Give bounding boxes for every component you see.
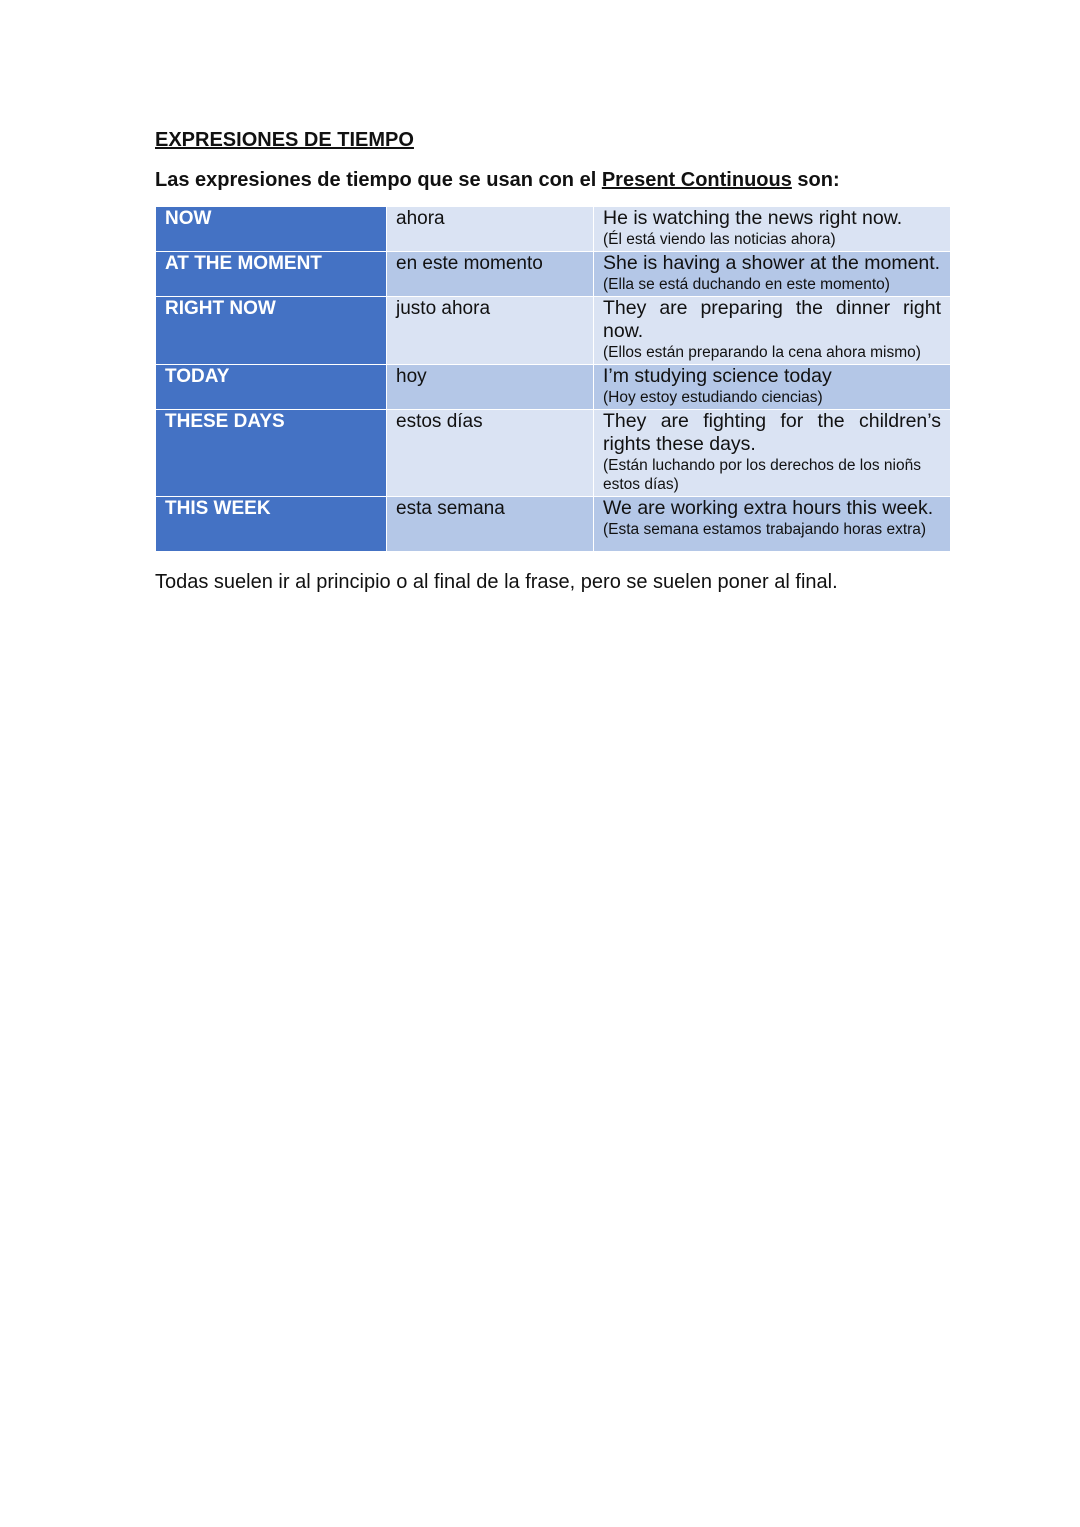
example-cell: [594, 497, 951, 552]
document-page: [155, 126, 950, 596]
intro-text-after: son:: [791, 169, 840, 191]
translation-cell: esta semana: [387, 497, 594, 552]
intro-sentence: [155, 166, 950, 194]
example-cell: [594, 297, 951, 365]
translation-cell: justo ahora: [387, 297, 594, 365]
expression-cell: THESE DAYS: [156, 410, 387, 497]
translation-cell: en este momento: [387, 252, 594, 297]
table-row: [156, 297, 951, 365]
closing-sentence: Todas suelen ir al principio o al final de la frase, pero se suelen poner al final.: [155, 571, 838, 593]
table-row: [156, 365, 951, 410]
example-spanish: (Ellos están preparando la cena ahora mismo): [603, 344, 921, 361]
example-spanish: (Hoy estoy estudiando ciencias): [603, 389, 823, 406]
translation-cell: ahora: [387, 207, 594, 252]
example-cell: [594, 207, 951, 252]
table-row: [156, 410, 951, 497]
example-cell: [594, 365, 951, 410]
example-spanish: (Esta semana estamos trabajando horas extra): [603, 521, 927, 538]
example-english: She is having a shower at the moment.: [603, 252, 941, 274]
example-english: I’m studying science today: [603, 365, 832, 387]
intro-underlined-term: Present Continuous: [601, 169, 792, 191]
translation-cell: hoy: [387, 365, 594, 410]
expression-cell: NOW: [156, 207, 387, 252]
table-row: [156, 497, 951, 552]
example-english: He is watching the news right now.: [603, 207, 903, 229]
expression-cell: THIS WEEK: [156, 497, 387, 552]
time-expressions-table: [155, 206, 951, 552]
section-heading: EXPRESIONES DE TIEMPO: [155, 129, 414, 151]
expression-cell: TODAY: [156, 365, 387, 410]
example-cell: [594, 410, 951, 497]
example-english: We are working extra hours this week.: [603, 497, 934, 519]
example-spanish: (Están luchando por los derechos de los nioñs estos días): [603, 457, 921, 493]
expression-cell: RIGHT NOW: [156, 297, 387, 365]
translation-cell: estos días: [387, 410, 594, 497]
intro-text-before: Las expresiones de tiempo que se usan con el: [155, 169, 602, 191]
example-english: They are preparing the dinner right now.: [603, 297, 941, 342]
example-cell: [594, 252, 951, 297]
example-spanish: (Él está viendo las noticias ahora): [603, 231, 836, 248]
example-spanish: (Ella se está duchando en este momento): [603, 276, 890, 293]
example-english: They are fighting for the children’s rights these days.: [603, 410, 941, 455]
expression-cell: AT THE MOMENT: [156, 252, 387, 297]
table-row: [156, 252, 951, 297]
table-row: [156, 207, 951, 252]
